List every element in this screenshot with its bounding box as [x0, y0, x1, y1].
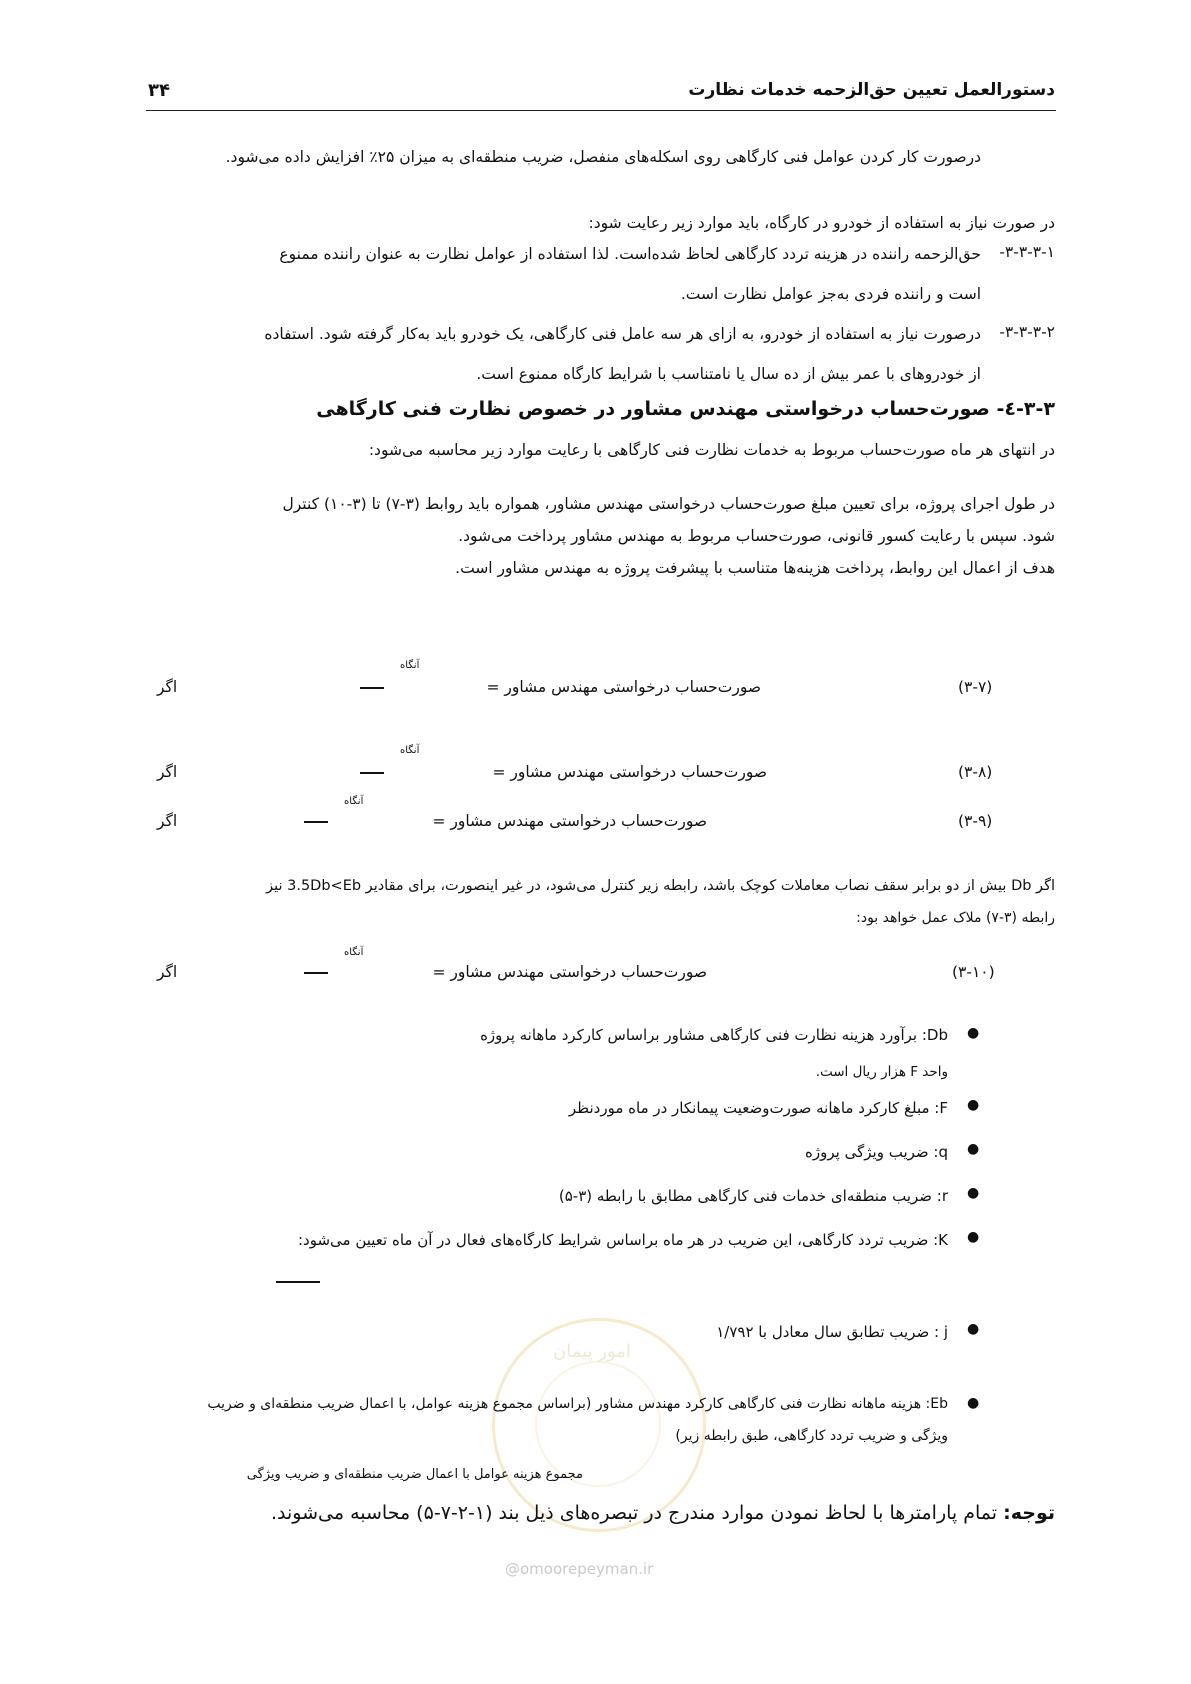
equation-then-3-9: آنگاه [344, 796, 364, 807]
equation-fraction-bar-3-8 [360, 772, 384, 774]
condition-line1: اگر Db بیش از دو برابر سقف نصاب معاملات کوچک باشد، رابطه زیر کنترل می‌شود، در غیر اینصورت، برای مقادیر 3.5Db<Eb نیز [266, 878, 1055, 894]
equation-lhs-3-8: صورت‌حساب درخواستی مهندس مشاور = [492, 763, 767, 781]
equation-fraction-bar-3-10 [304, 972, 328, 974]
item-text-2-line2: از خودروهای با عمر بیش از ده سال یا نامتناسب با شرایط کارگاه ممنوع است. [476, 365, 981, 383]
equation-number-3-8: (۳-۸) [958, 763, 993, 781]
item-text-1-line2: است و راننده فردی به‌جز عوامل نظارت است. [680, 285, 981, 303]
bullet-f: F: مبلغ کارکرد ماهانه صورت‌وضعیت پیمانکار در ماه موردنظر [568, 1099, 948, 1117]
watermark-seal [492, 1318, 706, 1532]
page-number: ۳۴ [148, 80, 170, 101]
equation-if-3-9: اگر [157, 812, 178, 830]
section-intro: در انتهای هر ماه صورت‌حساب مربوط به خدمات نظارت فنی کارگاهی با رعایت موارد زیر محاسبه می‌شود: [368, 441, 1055, 459]
equation-number-3-7: (۳-۷) [958, 678, 993, 696]
bullet-dot: ● [967, 1185, 980, 1201]
k-formula-fraction-bar [276, 1281, 320, 1283]
bullet-dot: ● [967, 1097, 980, 1113]
paragraph-relations-line1: در طول اجرای پروژه، برای تعیین مبلغ صورت‌حساب درخواستی مهندس مشاور، همواره باید روابط (۳-۷) تا (۳-۱۰) کنترل [282, 495, 1055, 513]
paragraph-floating-piers: درصورت کار کردن عوامل فنی کارگاهی روی اسکله‌های منفصل، ضریب منطقه‌ای به میزان ۲۵٪ افزایش داده می‌شود. [225, 148, 981, 166]
paragraph-vehicle-intro: در صورت نیاز به استفاده از خودرو در کارگاه، باید موارد زیر رعایت شود: [588, 214, 1055, 232]
equation-fraction-bar-3-9 [304, 821, 328, 823]
note-text: تمام پارامترها با لحاظ نمودن موارد مندرج در تبصره‌های ذیل بند (۱-۲-۷-۵) محاسبه می‌شوند. [270, 1502, 1004, 1524]
item-text-2-line1: درصورت نیاز به استفاده از خودرو، به ازای هر سه عامل فنی کارگاهی، یک خودرو باید به‌کار گرفته شود. استفاده [264, 325, 981, 343]
bullet-r: r: ضریب منطقه‌ای خدمات فنی کارگاهی مطابق با رابطه (۳-۵) [558, 1187, 948, 1205]
equation-if-3-7: اگر [157, 678, 178, 696]
equation-then-3-8: آنگاه [400, 745, 420, 756]
header-rule [146, 110, 1056, 111]
equation-lhs-3-10: صورت‌حساب درخواستی مهندس مشاور = [432, 963, 707, 981]
watermark-logo-text: امور پیمان [553, 1341, 631, 1362]
bullet-dot: ● [967, 1025, 980, 1041]
equation-number-3-10: (۳-۱۰) [952, 963, 995, 981]
bullet-k: K: ضریب تردد کارگاهی، این ضریب در هر ماه براساس شرایط کارگاه‌های فعال در آن ماه تعیین می‌شود: [297, 1231, 948, 1249]
bullet-j: j : ضریب تطابق سال معادل با ۱/۷۹۲ [716, 1323, 948, 1341]
item-text-1-line1: حق‌الزحمه راننده در هزینه تردد کارگاهی لحاظ شده‌است. لذا استفاده از عوامل نظارت به عنوان راننده ممنوع [279, 245, 981, 263]
bullet-eb-line1: Eb: هزینه ماهانه نظارت فنی کارگاهی کارکرد مهندس مشاور (براساس مجموع هزینه عوامل، با اعمال ضریب منطقه‌ای و ضریب [207, 1396, 948, 1412]
equation-lhs-3-7: صورت‌حساب درخواستی مهندس مشاور = [486, 678, 761, 696]
equation-if-3-8: اگر [157, 763, 178, 781]
equation-then-3-10: آنگاه [344, 947, 364, 958]
running-header-title: دستورالعمل تعیین حق‌الزحمه خدمات نظارت [688, 80, 1055, 100]
bullet-dot: ● [967, 1321, 980, 1337]
condition-line2: رابطه (۳-۷) ملاک عمل خواهد بود: [856, 910, 1055, 926]
watermark-url: @omoorepeyman.ir [505, 1560, 654, 1578]
note-line [271, 1502, 1055, 1524]
eb-formula-text: مجموع هزینه عوامل با اعمال ضریب منطقه‌ای و ضریب ویژگی [246, 1467, 583, 1482]
bullet-unit-note: واحد F هزار ریال است. [815, 1064, 948, 1080]
equation-number-3-9: (۳-۹) [958, 812, 993, 830]
bullet-dot: ● [967, 1395, 980, 1411]
bullet-dot: ● [967, 1141, 980, 1157]
bullet-db: Db: برآورد هزینه نظارت فنی کارگاهی مشاور براساس کارکرد ماهانه پروژه [480, 1026, 948, 1044]
bullet-q: q: ضریب ویژگی پروژه [805, 1143, 948, 1161]
section-heading: ۳-۳-٤- صورت‌حساب درخواستی مهندس مشاور در خصوص نظارت فنی کارگاهی [316, 398, 1055, 420]
equation-lhs-3-9: صورت‌حساب درخواستی مهندس مشاور = [432, 812, 707, 830]
equation-fraction-bar-3-7 [360, 687, 384, 689]
paragraph-relations-line2: شود. سپس با رعایت کسور قانونی، صورت‌حساب مربوط به مهندس مشاور پرداخت می‌شود. [458, 527, 1055, 545]
note-label: توجه: [1003, 1502, 1055, 1524]
item-number-2: ۳-۳-۳-۲- [999, 323, 1055, 341]
equation-then-3-7: آنگاه [400, 660, 420, 671]
item-number-1: ۳-۳-۳-۱- [999, 243, 1055, 261]
equation-if-3-10: اگر [157, 963, 178, 981]
bullet-dot: ● [967, 1229, 980, 1245]
paragraph-purpose: هدف از اعمال این روابط، پرداخت هزینه‌ها متناسب با پیشرفت پروژه به مهندس مشاور است. [455, 559, 1055, 577]
bullet-eb-line2: ویژگی و ضریب تردد کارگاهی، طبق رابطه زیر) [675, 1428, 948, 1444]
